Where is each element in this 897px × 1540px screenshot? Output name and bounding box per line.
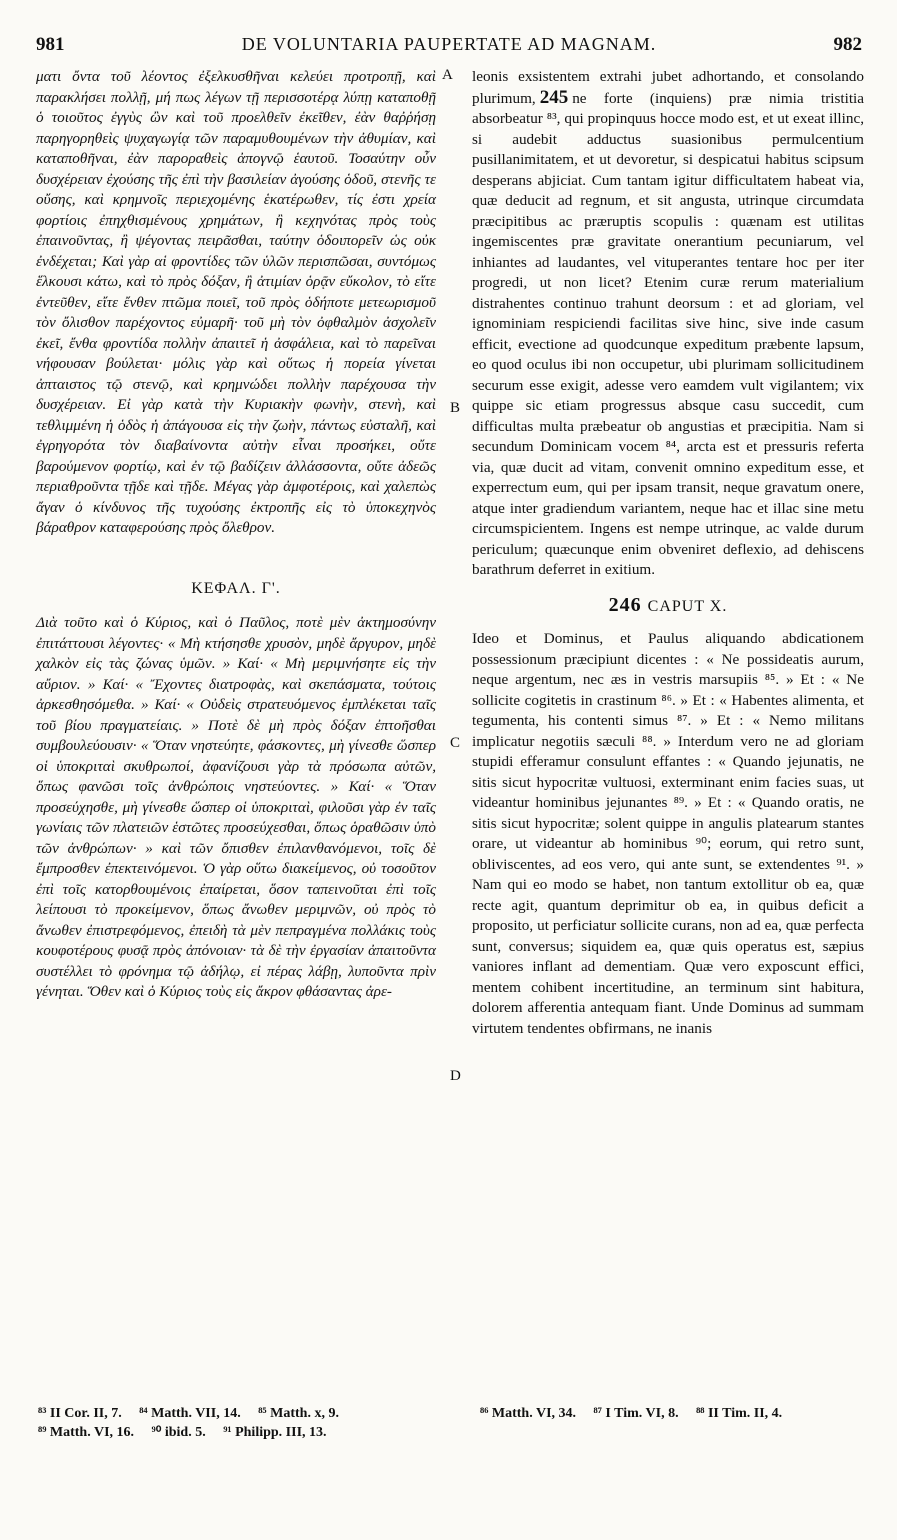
footnote-85: ⁸⁵ Matth. x, 9.: [258, 1406, 339, 1421]
margin-marker-a: A: [442, 67, 453, 83]
running-title: DE VOLUNTARIA PAUPERTATE AD MAGNAM.: [241, 34, 657, 54]
greek-paragraph-1: ματι ὄντα τοῦ λέοντος ἐξελκυσθῆναι κελεύει προτροπῇ, καὶ παρακλήσει πολλῇ, μή πως λέγων τῇ περισσοτέρᾳ λύπῃ καταποθῇ ὁ τοιοῦτος ἐγγὺς ὢν καὶ τοῦ προελθεῖν ἐκεῖθεν, ἐὰν θαῤῥήσῃ παρηγορηθεὶς ψυχαγωγίᾳ τῶν παραμυθουμένων τὴν ἀθυμίαν, καὶ καταποθῆναι, ἐὰν παροραθεὶς ἀπογνῷ ἑαυτοῦ. Τοσαύτην οὖν δυσχέρειαν ἐχούσης τῆς ἐπὶ τὴν βασιλείαν ἀγούσης ὁδοῦ, στενῆς τε οὔσης, καὶ κρημνοῖς περιεχομένης ἑκατέρωθεν, τίς ἐστι χρεία φορτίοις ἐπηχθισμένους χρημάτων, ἢ κεχηνότας πρὸς τοὺς ἐπαινοῦντας, ἢ ψέγοντας πειρᾶσθαι, ταύτην ὁδοιπορεῖν ὡς οὐκ ἐνδέχεται; Καὶ γὰρ αἱ φροντίδες τῶν ὑλῶν περισπῶσαι, συντόμως ἕλκουσι κάτω, καὶ τὸ πρὸς δόξαν, ἢ ἀτιμίαν ὁρᾷν εὔκολον, τὸ εἴτε ἐντεῦθεν, εἴτε ἔνθεν πτῶμα ποιεῖ, τοῦ πρὸς ὁδήποτε μετεωρισμοῦ τὸν ὄλισθον παρέχοντος εὐμαρῆ· τοῦ μὴ τὸν ὀφθαλμὸν ἀσχολεῖν ἐκεῖ, ἔνθα φροντίδα πολλὴν ἀπαιτεῖ ἡ ἀσφάλεια, καὶ τὸ παρεῖναι νήφουσαν βούλεται· μόλις γὰρ καὶ οὕτως ἡ πορεία γίνεται ἀπταιστος τῷ στενῷ, καὶ κρημνώδει πολλὴν παρέχουσα τὴν δυσχέρειαν. Εἰ γὰρ κατὰ τὴν Κυριακὴν φωνὴν, στενὴ, καὶ τεθλιμμένη ἡ ὁδὸς ἡ ἀπάγουσα εἰς τὴν ζωὴν, πάντως εὐσταλῆ, καὶ ἐγρηγορότα τὸν διαβαίνοντα αὐτὴν εἶναι προσήκει, οὔτε βαρούμενον φορτίῳ, καὶ ἐν τῷ βαδίζειν ἀλλάσσοντα, οὔτε ἀδεῶς περιαθροῦντα τῇδε καὶ τῇδε. Μέγας γὰρ ἀμφοτέροις, καὶ χαλεπὼς ἄγαν ὁ κίνδυνος τῆς τυχούσης ἐκτροπῆς εἰς τὸ ὑποκεχηνὸς βάραθρον καταφερούσης πρὸς ὄλεθρον.: [36, 68, 436, 536]
latin-paragraph-2: Ideo et Dominus, et Paulus aliquando abdicationem possessionum præcipiunt dicentes : « Ne possideatis aurum, neque argentum, nec æs in vestris marsupiis ⁸⁵. » Et : « Ne sollicite cogitetis in crastinum ⁸⁶. » Et : « Habentes alimenta, et tegumenta, his contenti simus ⁸⁷. » Et : « Nemo militans implicatur negotiis sæculi ⁸⁸. » Interdum vero ne ad gloriam stupidi efferamur consulunt effantes : « Quando jejunatis, ne sitis sicut hypocritæ vultuosi, exterminant enim facies suas, ut videantur hominibus jejunantes ⁸⁹. » Et : « Quando oratis, ne sitis sicut hypocritæ; solent quippe in angulis platearum stantes orare, ut videantur ab hominibus ⁹⁰; eorum, qui retro sunt, obliviscentes, ad eos vero, qui ante sunt, se extendentes ⁹¹. » Nam qui eo modo se habet, non tantum extollitur ob ea, quæ recte agit, quantum deprimitur ob ea, in quibus deficit a proposito, ut perficiatur sollicite curans, non ad ea, quæ perfecta sunt, conversus; siquidem ea, quæ quis operatus est, sæpius vaniores inflant ad dementiam. Quæ vero exposcunt effici, mentem cohibent incertitudine, an terminum sint habitura, dolorem afferentia antequam fiant. Unde Dominus ad summam virtutem tendentes obfirmans, ne inanis: [472, 630, 864, 1037]
greek-paragraph-2: Διὰ τοῦτο καὶ ὁ Κύριος, καὶ ὁ Παῦλος, ποτὲ μὲν ἀκτημοσύνην ἐπιτάττουσι λέγοντες· « Μὴ κτήσησθε χρυσὸν, μηδὲ ἄργυρον, μηδὲ χαλκὸν εἰς τὰς ζώνας ὑμῶν. » Καί· « Μὴ μεριμνήσητε εἰς τὴν αὔριον. » Καί· « Ἔχοντες διατροφὰς, καὶ σκεπάσματα, τούτοις ἀρκεσθησόμεθα. » Καί· « Οὐδεὶς στρατευόμενος ἐμπλέκεται ταῖς τοῦ βίου πραγματείαις. » Ποτὲ δὲ μὴ πρὸς δόξαν ἐπτοῆσθαι συμβουλεύουσιν· « Ὅταν νηστεύητε, φάσκοντες, μὴ γίνεσθε ὥσπερ οἱ ὑποκριταὶ σκυθρωποί, ἀφανίζουσι γὰρ τὰ πρόσωπα αὐτῶν, ὅπως φανῶσι τοῖς ἀνθρώποις νηστεύοντες. » Καί· « Ὅταν προσεύχησθε, μὴ γίνεσθε ὥσπερ οἱ ὑποκριταὶ, φιλοῦσι γὰρ ἐν ταῖς γωνίαις τῶν πλατειῶν ἑστῶτες προσεύχεσθαι, ὅπως ὁραθῶσιν ὑπὸ τῶν ἀνθρώπων· » καὶ τῶν ὄπισθεν ἐπιλανθανόμενοι, τοῖς δὲ ἔμπροσθεν ἐπεκτεινόμενοι. Ὁ γὰρ οὕτω διακείμενος, οὐ τοσοῦτον ἐπὶ τοῖς κατορθουμένοις ἐπαίρεται, ὅσον ταπεινοῦται ἐπὶ τοῖς λείπουσι τὸ προκείμενον, ὅπως ἄνωθεν μεριμνῶν, οὐ πρὸς τὸ ἄνωθεν ἐπιστρεφόμενος, ἐπειδὴ τὰ μὲν πεπραγμένα πολλάκις τοὺς κουφοτέρους φυσᾷ πρὸς ἀπόνοιαν· τὰ δὲ τὴν ἐργασίαν ἀπαιτοῦντα συστέλλει τὸ φρόνημα τῷ ἀδήλῳ, εἰ πέρας λάβῃ, λυποῦντα πρὶν γένηται. Ὅθεν καὶ ὁ Κύριος τοὺς εἰς ἄκρον φθάσαντας ἀρε-: [36, 614, 436, 1000]
latin-paragraph-1-start: leonis exsistentem extrahi jubet adhortando, et consolando plurimum,: [472, 68, 864, 107]
latin-column: [472, 67, 864, 1039]
footnotes-left: [38, 1404, 468, 1442]
footnote-86: ⁸⁶ Matth. VI, 34.: [480, 1406, 577, 1421]
footnote-83: ⁸³ II Cor. II, 7.: [38, 1406, 122, 1421]
footnote-90: ⁹⁰ ibid. 5.: [151, 1425, 206, 1440]
section-number-246: 246: [608, 593, 642, 616]
footnote-87: ⁸⁷ I Tim. VI, 8.: [593, 1406, 679, 1421]
margin-marker-c: C: [450, 735, 461, 751]
footnotes-right: [480, 1404, 870, 1423]
right-page-number: 982: [833, 34, 862, 55]
left-page-number: 981: [36, 34, 65, 55]
greek-column: [36, 67, 436, 1003]
footnote-88: ⁸⁸ II Tim. II, 4.: [696, 1406, 783, 1421]
margin-marker-d: D: [450, 1068, 461, 1084]
footnote-84: ⁸⁴ Matth. VII, 14.: [139, 1406, 241, 1421]
latin-paragraph-1-rest: ne forte (inquiens) præ nimia tristitia absorbeatur ⁸³, qui propinquus hocce modo est, et ut exeat illinc, si audebit adductus suasionibus permulcentium pusillanimitatem, et ut devoretur, si despicatui habitus scipsum desperans abjiciat. Cum tantam igitur difficultatem habeat via, quæ deducit ad regnum, et sit angusta, utrinque circumdata præcipitibus ac præruptis scopulis : quænam est utilitas ingemiscentes præ gravitate onerantium pecuniarum, vel inhiantes ad laudantes, vel vituperantes tentare hoc per iter progredi, ut non licet? Etenim curæ rerum materialium distrahentes continuo trahunt deorsum : et ad gloriam, vel ignominiam respiciendi facilitas sive hinc, sive inde casum efficit, evectione ad quodcunque expeditum præbente lapsum, eo quod oculus ibi non occupetur, ubi plurimam sollicitudinem securum esse exigit, adesse vero eamdem vult vigilantem; vix quippe sic etiam progressus absque casu succedit, cum difficultas multa præbeatur ob angustias et præcipitia. Nam si secundum Dominicam vocem ⁸⁴, arcta est et pressuris referta via, quæ ducit ad vitam, convenit omnino expeditum esse, et experrectum eum, qui per ipsam transit, neque gravatum onere, atque inter gradiendum variantem, neque hac et illac sine metu circumspicientem. Ingens est nempe utrinque, ac valde durum periculum; quæcunque enim obveniret deflexio, ad dehiscens barathrum deferret in exitium.: [472, 89, 864, 578]
greek-chapter-heading: ΚΕΦΑΛ. Γ'.: [191, 579, 281, 597]
latin-paragraph-1: [472, 67, 864, 581]
footnote-89: ⁸⁹ Matth. VI, 16.: [38, 1425, 135, 1440]
latin-chapter-heading: [472, 595, 864, 618]
margin-marker-b: B: [450, 400, 461, 416]
footnote-91: ⁹¹ Philipp. III, 13.: [223, 1425, 327, 1440]
section-number-245: 245: [539, 86, 569, 108]
page-header: [36, 34, 862, 64]
latin-chapter-title: CAPUT X.: [647, 597, 728, 615]
